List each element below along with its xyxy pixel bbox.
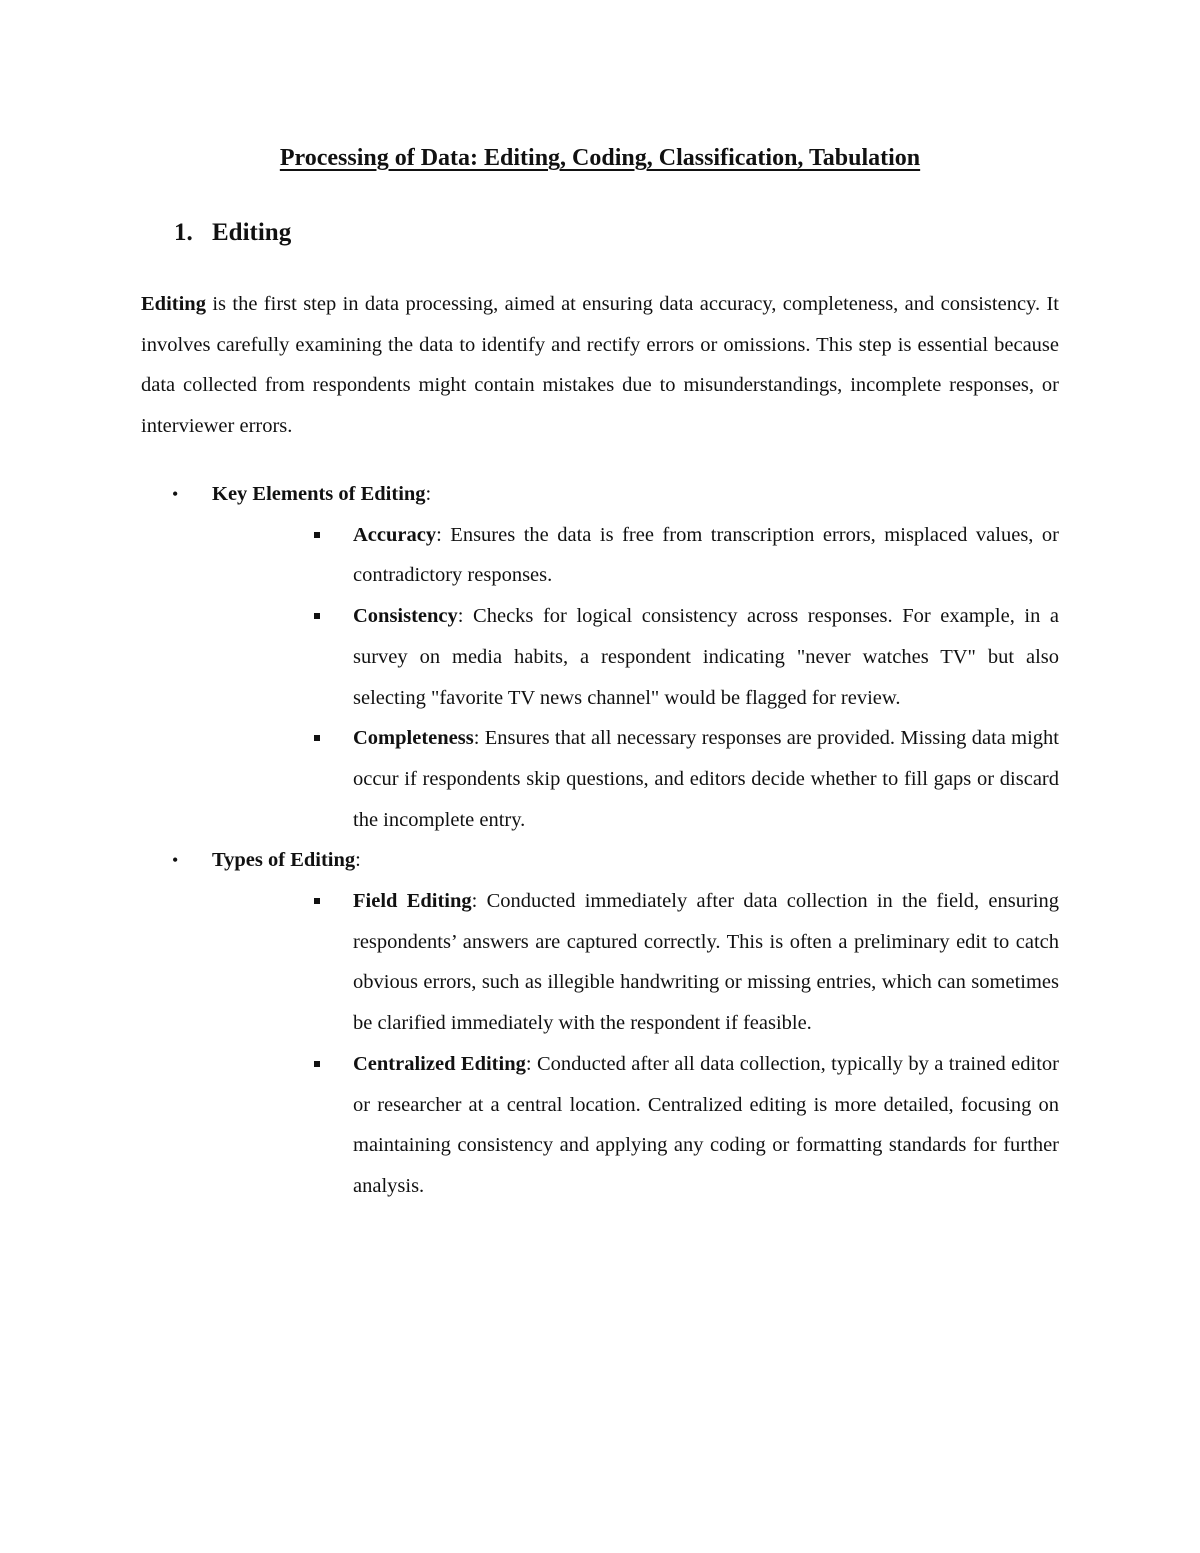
- group-label-suffix: :: [355, 849, 361, 872]
- list-item-body: [353, 718, 1059, 840]
- intro-paragraph: [141, 284, 1059, 447]
- group-label-text: Key Elements of Editing: [212, 483, 426, 505]
- types-of-editing-list: [0, 881, 1200, 1207]
- list-item-body: [353, 515, 1059, 596]
- section-heading: [174, 216, 291, 250]
- list-item-term: Centralized Editing: [353, 1052, 526, 1075]
- document-title: Processing of Data: Editing, Coding, Classification, Tabulation: [279, 145, 921, 171]
- list-item-term: Field Editing: [353, 890, 472, 912]
- list-item-accuracy: [0, 515, 1059, 596]
- square-bullet-icon: [314, 532, 320, 538]
- intro-text: is the first step in data processing, aimed at ensuring data accuracy, completeness, and consistency. It involves carefully examining the data to identify and rectify errors or omissions. This step is essential because data collected from respondents might contain mistakes due to misunderstandings, incomplete responses, or interviewer errors.: [141, 293, 1059, 438]
- list-item-text: : Ensures that all necessary responses are provided. Missing data might occur if respondents skip questions, and editors decide whether to fill gaps or discard the incomplete entry.: [353, 727, 1059, 831]
- list-item-consistency: [0, 596, 1059, 718]
- bullet-icon: •: [172, 484, 179, 504]
- group-heading: [0, 474, 1200, 515]
- section-title: Editing: [212, 219, 292, 246]
- list-item-text: : Conducted immediately after data collection in the field, ensuring respondents’ answers are captured correctly. This is often a preliminary edit to catch obvious errors, such as illegible handwriting or missing entries, which can sometimes be clarified immediately with the respondent if feasible.: [353, 890, 1059, 1035]
- square-bullet-icon: [314, 1061, 320, 1067]
- square-bullet-icon: [314, 735, 320, 741]
- key-elements-group: [0, 474, 1200, 840]
- group-heading: [0, 840, 1200, 881]
- group-label: [212, 474, 431, 515]
- editing-outline: [0, 474, 1200, 1207]
- types-of-editing-group: [0, 840, 1200, 1206]
- square-bullet-icon: [314, 898, 320, 904]
- list-item-term: Accuracy: [353, 523, 437, 546]
- square-bullet-icon: [314, 613, 320, 619]
- list-item-field-editing: [0, 881, 1059, 1044]
- bullet-icon: •: [172, 850, 179, 871]
- list-item-term: Consistency: [353, 605, 458, 628]
- section-number: 1.: [174, 219, 193, 246]
- group-label-text: Types of Editing: [212, 849, 356, 872]
- list-item-completeness: [0, 718, 1059, 840]
- list-item-text: : Conducted after all data collection, typically by a trained editor or researcher at a central location. Centralized editing is more detailed, focusing on maintaining consistency and applying any coding or formatting standards for further analysis.: [353, 1052, 1059, 1197]
- intro-lead-term: Editing: [141, 293, 206, 315]
- list-item-term: Completeness: [353, 727, 474, 750]
- group-label: [212, 840, 361, 881]
- group-label-suffix: :: [425, 483, 432, 505]
- list-item-centralized-editing: [0, 1044, 1059, 1207]
- key-elements-list: [0, 515, 1200, 841]
- list-item-body: [353, 881, 1059, 1044]
- list-item-text: : Checks for logical consistency across responses. For example, in a survey on media habits, a respondent indicating "never watches TV" but also selecting "favorite TV news channel" would be flagged for review.: [353, 605, 1059, 709]
- list-item-body: [353, 596, 1059, 718]
- list-item-body: [353, 1044, 1059, 1207]
- list-item-text: : Ensures the data is free from transcription errors, misplaced values, or contradictory responses.: [353, 523, 1059, 587]
